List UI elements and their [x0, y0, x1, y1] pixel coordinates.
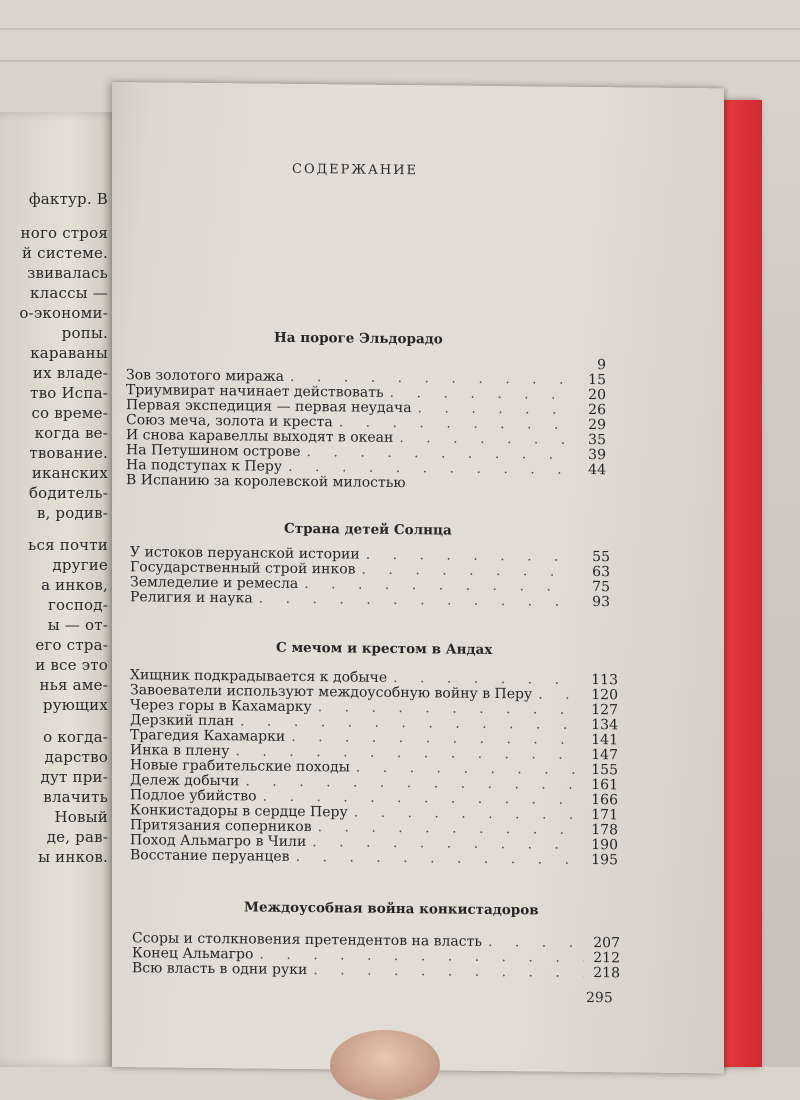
left-page-line: тво Испа-: [30, 384, 108, 402]
left-page-line: в, родив-: [37, 504, 108, 522]
left-page-line: караваны: [30, 344, 108, 362]
left-page-line: о-экономи-: [19, 304, 108, 322]
left-page-line: господ-: [48, 596, 108, 614]
toc-entry-title: У истоков перуанской истории: [130, 544, 360, 562]
left-page-line: иканских: [32, 464, 108, 482]
toc-entry-page: 147: [588, 747, 618, 763]
left-page-line: твование.: [29, 444, 108, 462]
toc-entry-page: 20: [576, 387, 606, 403]
toc-entry-title: Новые грабительские походы: [130, 757, 350, 775]
toc-entry-title: Подлое убийство: [130, 787, 257, 804]
toc-entry-page: 113: [588, 672, 618, 688]
thumb: [330, 1030, 440, 1100]
toc-leader: [313, 962, 584, 981]
section-title: С мечом и крестом в Андах: [276, 640, 492, 658]
toc-entry-page: 29: [576, 417, 606, 433]
toc-entry-page: 171: [588, 807, 618, 823]
toc-entry-page: 207: [590, 935, 620, 951]
toc-entry-page: 26: [576, 402, 606, 418]
left-page-line: со време-: [31, 404, 108, 422]
toc-entry-page: 35: [576, 432, 606, 448]
toc-entry-title: Триумвират начинает действовать: [126, 382, 384, 401]
left-page-line: другие: [52, 556, 108, 574]
toc-entry-title: Государственный строй инков: [130, 559, 356, 577]
toc-entry-page: 141: [588, 732, 618, 748]
left-page-line: ропы.: [62, 324, 108, 342]
left-page: [0, 112, 118, 1067]
toc-entry-page: 212: [590, 950, 620, 966]
toc-entry-page: 166: [588, 792, 618, 808]
toc-entry-title: Религия и наука: [130, 589, 253, 606]
toc-entry-title: Притязания соперников: [130, 817, 312, 835]
left-page-line: бодитель-: [29, 484, 108, 502]
toc-entry-page: 55: [580, 549, 610, 565]
section-title: Междоусобная война конкистадоров: [244, 899, 539, 918]
toc-leader: [296, 849, 582, 868]
toc-entry-page: 120: [588, 687, 618, 703]
toc-entry-page: 190: [588, 837, 618, 853]
toc-entry-page: 161: [588, 777, 618, 793]
toc-entry-title: И снова каравеллы выходят в океан: [126, 427, 393, 446]
toc-entry-page: 195: [588, 852, 618, 868]
left-page-line: когда ве-: [35, 424, 108, 442]
toc-entry-title: Ссоры и столкновения претендентов на власть: [132, 930, 482, 950]
toc-entry-page: 39: [576, 447, 606, 463]
toc-entry-title: Всю власть в одни руки: [132, 960, 307, 978]
left-page-line: звивалась: [27, 264, 108, 282]
toc-entry-title: На Петушином острове: [126, 442, 301, 460]
toc-entry-page: 75: [580, 579, 610, 595]
toc-entry-title: Инка в плену: [130, 742, 230, 759]
toc-entry-title: Дерзкий план: [130, 712, 234, 729]
left-page-line: а инков,: [41, 576, 108, 594]
page-number: 295: [586, 990, 613, 1006]
toc-entry-page: 9: [576, 357, 606, 373]
left-page-line: Новый: [55, 808, 109, 826]
toc-entry-page: 15: [576, 372, 606, 388]
toc-entry-page: 93: [580, 594, 610, 610]
toc-entry-title: Конец Альмагро: [132, 945, 253, 962]
toc-entry-page: 44: [576, 462, 606, 478]
toc-entry-title: Хищник подкрадывается к добыче: [130, 667, 387, 686]
left-page-line: его стра-: [35, 636, 108, 654]
section-title: На пороге Эльдорадо: [274, 330, 443, 348]
toc-entry-page: 218: [590, 965, 620, 981]
left-page-line: и все это: [35, 656, 108, 674]
left-page-line: влачить: [43, 788, 108, 806]
toc-entry-title: Дележ добычи: [130, 772, 239, 789]
toc-entry-page: 155: [588, 762, 618, 778]
toc-entry-title: Первая экспедиция — первая неудача: [126, 397, 412, 416]
toc-entry-page: 134: [588, 717, 618, 733]
left-page-line: ы инков.: [38, 848, 108, 866]
section-title: Страна детей Солнца: [284, 521, 452, 539]
left-page-line: классы —: [30, 284, 108, 302]
left-page-line: дут при-: [41, 768, 108, 786]
left-page-line: ься почти: [28, 536, 108, 554]
toc-entry-title: Поход Альмагро в Чили: [130, 832, 306, 850]
toc-entry-title: Восстание перуанцев: [130, 847, 290, 865]
left-page-line: дарство: [45, 748, 108, 766]
contents-page: [112, 82, 724, 1073]
toc-entry-title: Зов золотого миража: [126, 367, 284, 385]
toc-entry-title: На подступах к Перу: [126, 457, 282, 475]
toc-entry-title: Через горы в Кахамарку: [130, 697, 312, 715]
toc-entry-page: 178: [588, 822, 618, 838]
left-page-line: ного строя: [21, 224, 108, 242]
toc-entry-title: Союз меча, золота и креста: [126, 412, 333, 430]
left-page-line: рующих: [43, 696, 108, 714]
left-page-line: о когда-: [43, 728, 108, 746]
left-page-line: ы — от-: [48, 616, 108, 634]
toc-leader: [538, 686, 582, 702]
left-page-line: их владе-: [33, 364, 108, 382]
toc-entry-title: Земледелие и ремесла: [130, 574, 298, 592]
left-page-line: фактур. В: [29, 190, 108, 208]
wood-grain: [0, 28, 800, 30]
left-page-line: де, рав-: [47, 828, 108, 846]
toc-entry-page: 63: [580, 564, 610, 580]
left-page-line: й системе.: [22, 244, 108, 262]
left-page-line: нья аме-: [39, 676, 108, 694]
toc-entry-title: В Испанию за королевской милостью: [126, 472, 406, 491]
toc-entry-title: Завоеватели используют междоусобную войну в Перу: [130, 682, 532, 702]
wood-grain: [0, 60, 800, 62]
toc-leader: [259, 591, 574, 610]
toc-entry-title: Трагедия Кахамарки: [130, 727, 285, 745]
page-title: СОДЕРЖАНИЕ: [292, 162, 418, 178]
toc-entry-title: Конкистадоры в сердце Перу: [130, 802, 348, 820]
toc-entry-page: 127: [588, 702, 618, 718]
